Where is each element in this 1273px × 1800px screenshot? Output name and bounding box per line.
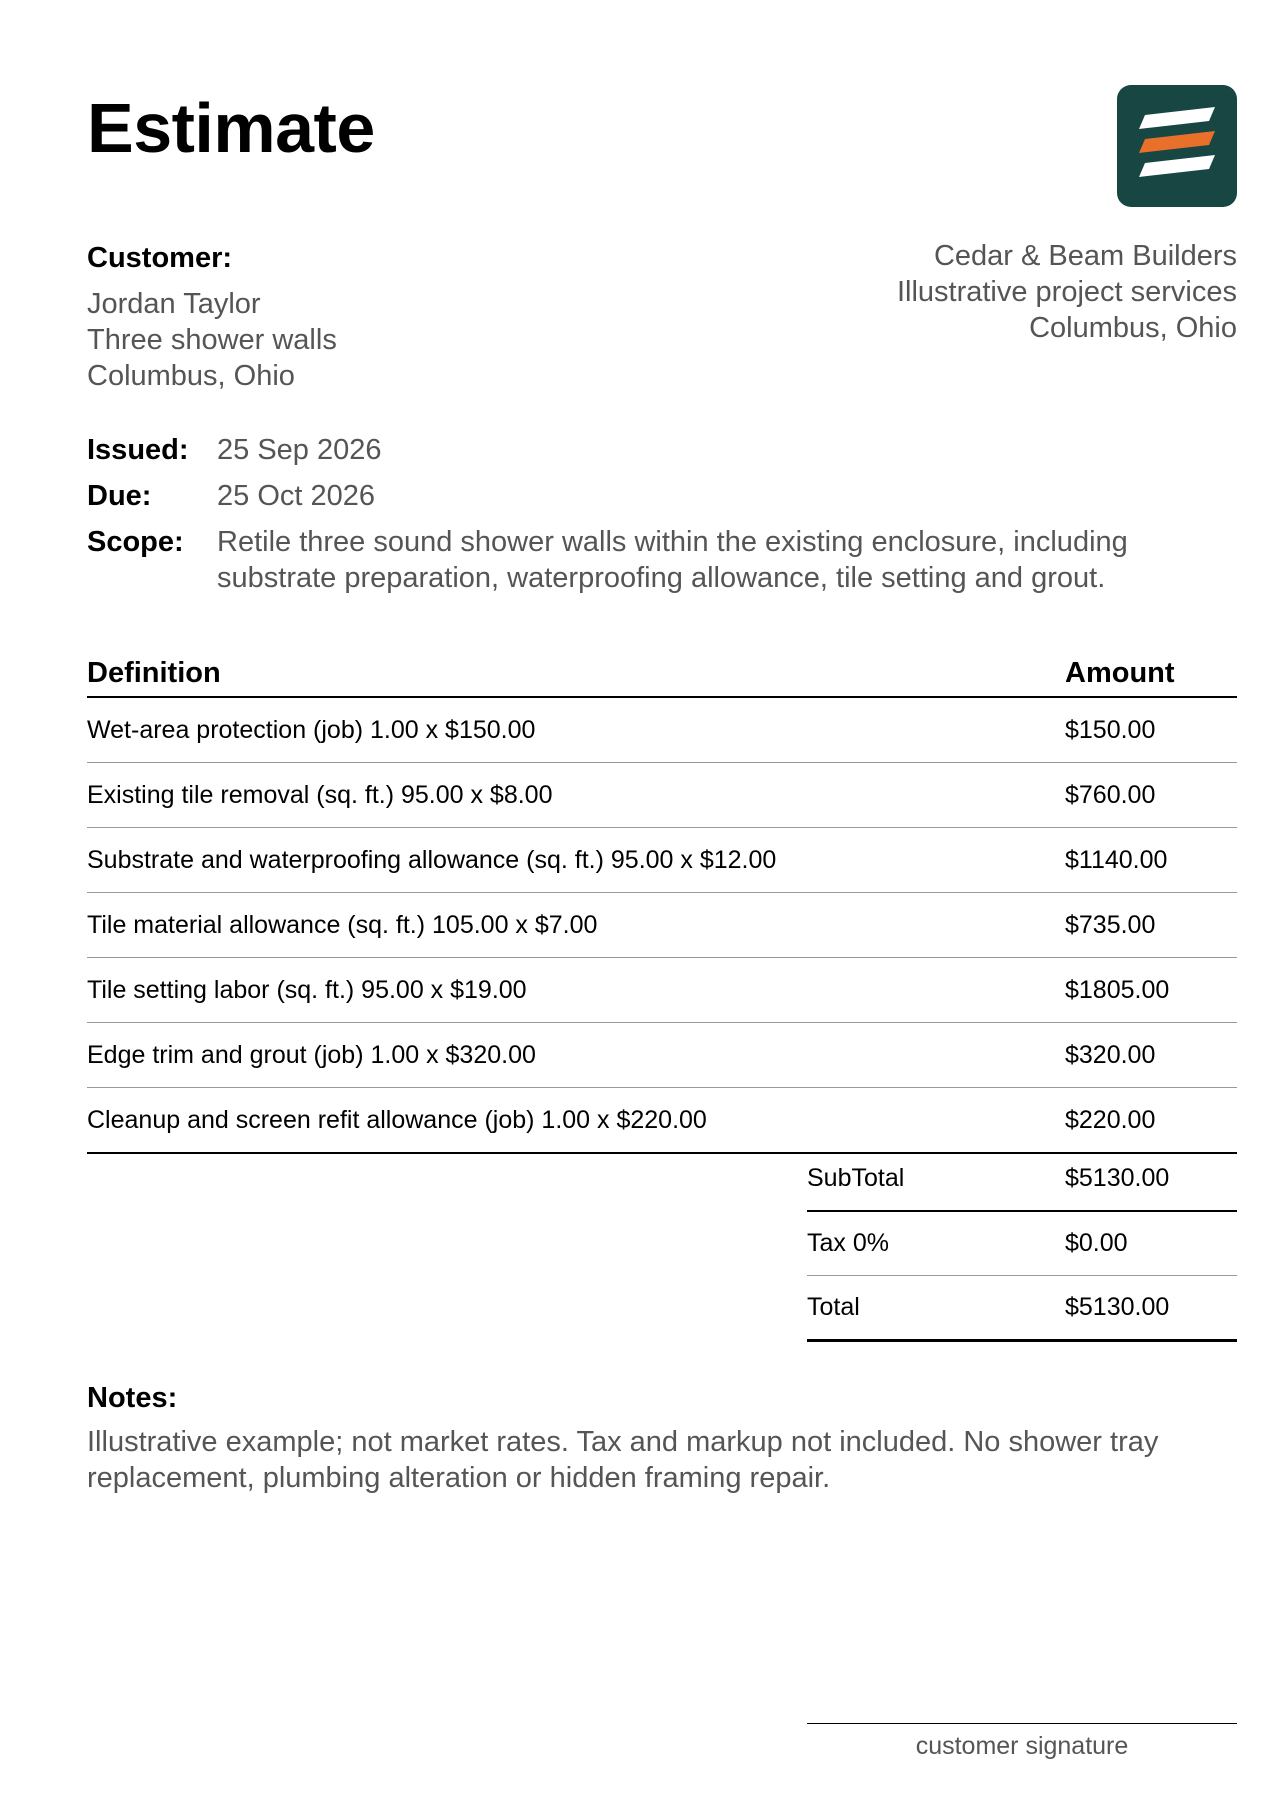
header-amount: Amount bbox=[1065, 657, 1175, 689]
row-definition: Substrate and waterproofing allowance (sq. ft.) 95.00 x $12.00 bbox=[87, 845, 777, 874]
row-amount: $760.00 bbox=[1065, 780, 1156, 809]
customer-name: Jordan Taylor bbox=[87, 288, 261, 320]
row-definition: Edge trim and grout (job) 1.00 x $320.00 bbox=[87, 1040, 536, 1069]
estimate-meta bbox=[87, 432, 1237, 606]
notes-block bbox=[87, 1378, 1237, 1496]
table-row bbox=[87, 893, 1237, 958]
subtotal-value: $5130.00 bbox=[1065, 1164, 1170, 1192]
notes-text: Illustrative example; not market rates. Tax and markup not included. No shower tray replacement, plumbing alteration or hidden framing repair. bbox=[87, 1426, 1159, 1494]
table-row bbox=[87, 828, 1237, 893]
header-definition: Definition bbox=[87, 657, 221, 689]
customer-location: Columbus, Ohio bbox=[87, 360, 295, 392]
scope-text: Retile three sound shower walls within the existing enclosure, including substrate preparation, waterproofing allowance, tile setting and grout. bbox=[217, 526, 1128, 594]
company-location: Columbus, Ohio bbox=[1029, 312, 1237, 344]
tax-label: Tax 0% bbox=[807, 1229, 889, 1257]
row-definition: Existing tile removal (sq. ft.) 95.00 x $8.00 bbox=[87, 780, 553, 809]
issued-row bbox=[87, 432, 1237, 468]
table-row bbox=[87, 763, 1237, 828]
signature-line bbox=[807, 1723, 1237, 1761]
line-items-table bbox=[87, 652, 1237, 1154]
tax-value: $0.00 bbox=[1065, 1229, 1128, 1257]
subtotal-row bbox=[807, 1147, 1237, 1212]
row-definition: Cleanup and screen refit allowance (job) 1.00 x $220.00 bbox=[87, 1105, 707, 1134]
scope-row bbox=[87, 524, 1237, 596]
customer-block bbox=[87, 238, 337, 394]
total-label: Total bbox=[807, 1293, 860, 1321]
due-date: 25 Oct 2026 bbox=[217, 480, 375, 512]
total-value: $5130.00 bbox=[1065, 1293, 1170, 1321]
row-amount: $220.00 bbox=[1065, 1105, 1156, 1134]
table-row bbox=[87, 958, 1237, 1023]
row-definition: Tile material allowance (sq. ft.) 105.00 x $7.00 bbox=[87, 910, 598, 939]
row-amount: $150.00 bbox=[1065, 715, 1156, 744]
row-definition: Tile setting labor (sq. ft.) 95.00 x $19.00 bbox=[87, 975, 527, 1004]
company-block bbox=[897, 238, 1237, 346]
row-definition: Wet-area protection (job) 1.00 x $150.00 bbox=[87, 715, 536, 744]
notes-label: Notes: bbox=[87, 1382, 178, 1414]
subtotal-label: SubTotal bbox=[807, 1164, 905, 1192]
row-amount: $320.00 bbox=[1065, 1040, 1156, 1069]
document-title: Estimate bbox=[87, 89, 375, 167]
stacked-planks-logo-icon bbox=[1117, 85, 1237, 207]
issued-date: 25 Sep 2026 bbox=[217, 434, 382, 466]
scope-label: Scope: bbox=[87, 526, 184, 558]
signature-label: customer signature bbox=[915, 1732, 1129, 1760]
table-row bbox=[87, 1023, 1237, 1088]
total-row bbox=[807, 1276, 1237, 1342]
company-name: Cedar & Beam Builders bbox=[933, 240, 1237, 272]
due-row bbox=[87, 478, 1237, 514]
customer-label: Customer: bbox=[87, 242, 233, 274]
due-label: Due: bbox=[87, 480, 152, 512]
totals-block bbox=[807, 1147, 1237, 1342]
row-amount: $1805.00 bbox=[1065, 975, 1170, 1004]
company-tagline: Illustrative project services bbox=[896, 276, 1237, 308]
customer-project: Three shower walls bbox=[87, 324, 337, 356]
row-amount: $1140.00 bbox=[1065, 845, 1168, 874]
tax-row bbox=[807, 1212, 1237, 1276]
table-row bbox=[87, 1088, 1237, 1154]
table-header bbox=[87, 652, 1237, 698]
table-row bbox=[87, 698, 1237, 763]
estimate-page bbox=[87, 0, 1237, 1800]
row-amount: $735.00 bbox=[1065, 910, 1156, 939]
issued-label: Issued: bbox=[87, 434, 189, 466]
